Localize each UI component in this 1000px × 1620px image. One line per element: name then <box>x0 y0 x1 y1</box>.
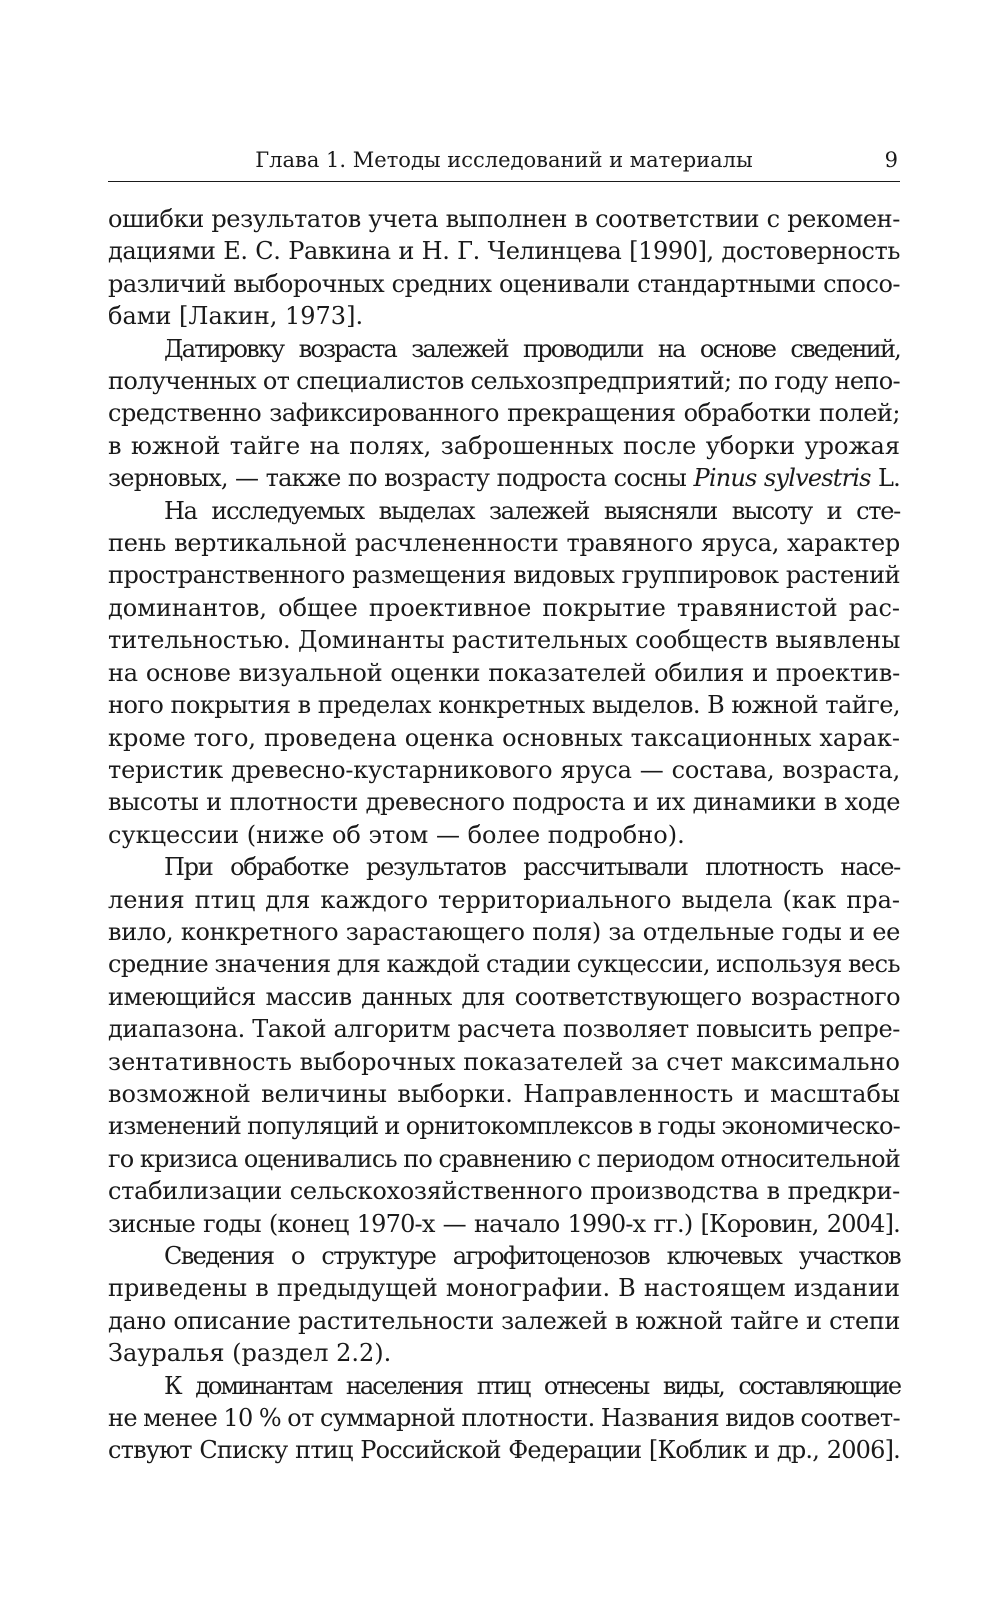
paragraph-1 <box>108 203 900 333</box>
paragraph-5 <box>108 1240 900 1370</box>
text-line: имеющийся массив данных для соответствующего возрастного <box>108 982 900 1011</box>
text-line: Датировку возраста залежей проводили на основе сведений, <box>164 334 900 363</box>
text-line: пень вертикальной расчлененности травяного яруса, характер <box>108 529 900 558</box>
text-line: ного покрытия в пределах конкретных выделов. В южной тайге, <box>108 691 900 720</box>
chapter-title: Глава 1. Методы исследований и материалы <box>255 148 753 172</box>
text-line: вило, конкретного зарастающего поля) за отдельные годы и ее <box>108 917 900 946</box>
text-fragment: L. <box>870 464 900 493</box>
text-line: высоты и плотности древесного подроста и их динамики в ходе <box>108 788 900 817</box>
text-line: ошибки результатов учета выполнен в соответствии с рекомен- <box>108 205 900 233</box>
paragraph-3 <box>108 495 900 851</box>
page-number: 9 <box>884 148 898 172</box>
text-line: дано описание растительности залежей в южной тайге и степи <box>108 1306 900 1335</box>
text-line: кроме того, проведена оценка основных таксационных харак- <box>108 723 900 752</box>
text-line: зисные годы (конец 1970-х — начало 1990-х гг.) [Коровин, 2004]. <box>108 1209 900 1238</box>
text-line: средственно зафиксированного прекращения обработки полей; <box>108 399 900 428</box>
text-line: не менее 10 % от суммарной плотности. Названия видов соответ- <box>108 1404 900 1433</box>
species-name: Pinus sylvestris <box>693 464 871 493</box>
text-line: дациями Е. С. Равкина и Н. Г. Челинцева [1990], достоверность <box>108 237 900 266</box>
text-line: При обработке результатов рассчитывали плотность насе- <box>164 853 900 882</box>
paragraph-6 <box>108 1370 900 1467</box>
text-line: стабилизации сельскохозяйственного производства в предкри- <box>108 1177 900 1206</box>
text-line: изменений популяций и орнитокомплексов в годы экономическо- <box>108 1112 900 1141</box>
text-line: сукцессии (ниже об этом — более подробно). <box>108 820 685 849</box>
text-line: пространственного размещения видовых группировок растений <box>108 561 900 590</box>
text-line: зентативность выборочных показателей за счет максимально <box>108 1047 900 1076</box>
paragraph-4 <box>108 851 900 1240</box>
text-line: полученных от специалистов сельхозпредприятий; по году непо- <box>108 367 900 396</box>
text-line: На исследуемых выделах залежей выясняли высоту и сте- <box>164 496 900 525</box>
body-text <box>108 203 900 1467</box>
text-line: доминантов, общее проективное покрытие травянистой рас- <box>108 593 900 622</box>
paragraph-2 <box>108 333 900 495</box>
running-header <box>108 141 900 182</box>
text-line: Зауралья (раздел 2.2). <box>108 1339 392 1368</box>
text-line: го кризиса оценивались по сравнению с периодом относительной <box>108 1144 900 1173</box>
text-line: тительностью. Доминанты растительных сообществ выявлены <box>108 626 901 655</box>
text-line: различий выборочных средних оценивали стандартными спосо- <box>108 269 900 298</box>
text-line: ления птиц для каждого территориального выдела (как пра- <box>108 885 900 914</box>
text-line: Сведения о структуре агрофитоценозов ключевых участков <box>164 1242 900 1270</box>
text-fragment: зерновых, — также по возрасту подроста сосны <box>108 464 694 493</box>
text-line: бами [Лакин, 1973]. <box>108 302 364 331</box>
text-line: возможной величины выборки. Направленность и масштабы <box>108 1079 900 1108</box>
text-line: ствуют Списку птиц Российской Федерации [Коблик и др., 2006]. <box>108 1436 900 1465</box>
text-line: на основе визуальной оценки показателей обилия и проектив- <box>108 658 900 687</box>
text-line-with-species <box>108 462 900 494</box>
text-line: приведены в предыдущей монографии. В настоящем издании <box>108 1274 900 1303</box>
text-line: средние значения для каждой стадии сукцессии, используя весь <box>108 950 900 979</box>
text-line: в южной тайге на полях, заброшенных после уборки урожая <box>108 431 900 460</box>
text-line: К доминантам населения птиц отнесены виды, составляющие <box>164 1371 900 1400</box>
text-line: теристик древесно-кустарникового яруса — состава, возраста, <box>108 755 900 784</box>
text-line: диапазона. Такой алгоритм расчета позволяет повысить репре- <box>108 1015 900 1044</box>
